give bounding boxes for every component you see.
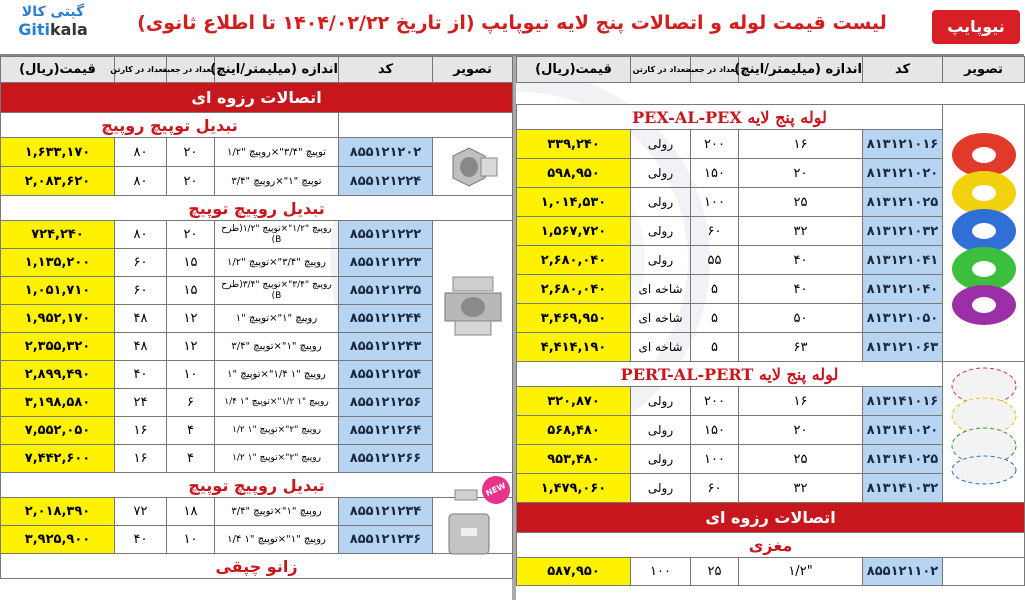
- item-carton: ۲۴: [115, 389, 167, 417]
- item-size: ۵۰: [739, 304, 863, 333]
- item-pack: ۲۰۰: [691, 130, 739, 159]
- item-pack: ۲۵: [691, 558, 739, 586]
- item-code: ۸۱۳۱۴۱۰۲۰: [863, 416, 943, 445]
- item-pack: ۵: [691, 275, 739, 304]
- item-price: ۱,۹۵۲,۱۷۰: [1, 305, 115, 333]
- item-code: ۸۵۵۱۲۱۲۳۴: [339, 498, 433, 526]
- item-unit: رولی: [631, 416, 691, 445]
- item-code: ۸۱۳۱۲۱۰۶۳: [863, 333, 943, 362]
- item-size: ۲۰: [739, 159, 863, 188]
- item-size: روپیچ "۱"×توپیچ "۱ ۱/۴: [215, 526, 339, 554]
- item-pack: ۱۲: [167, 305, 215, 333]
- left-header-row: [1, 57, 513, 83]
- item-price: ۱,۴۷۹,۰۶۰: [517, 474, 631, 503]
- item-pack: ۵: [691, 333, 739, 362]
- item-size: ۱۶: [739, 387, 863, 416]
- hex-fitting-icon: [443, 144, 503, 194]
- item-carton: ۶۰: [115, 277, 167, 305]
- pipe-image-cell: [943, 362, 1025, 503]
- fitting-image-cell: [433, 481, 513, 554]
- item-pack: ۱۵۰: [691, 416, 739, 445]
- logo-en-b: kala: [50, 20, 88, 39]
- item-code: ۸۵۵۱۲۱۲۲۲: [339, 221, 433, 249]
- item-price: ۷,۵۵۲,۰۵۰: [1, 417, 115, 445]
- item-price: ۲,۶۸۰,۰۴۰: [517, 275, 631, 304]
- item-size: روپیچ "۲"×توپیچ "۱ ۱/۲: [215, 445, 339, 473]
- col-price: قیمت(ریال): [517, 57, 631, 83]
- pipe-image-cell: [943, 105, 1025, 362]
- item-size: روپیچ "۱ ۱/۴"×توپیچ "۱: [215, 361, 339, 389]
- item-price: ۵۹۸,۹۵۰: [517, 159, 631, 188]
- item-code: ۸۵۵۱۲۱۲۳۶: [339, 526, 433, 554]
- item-carton: ۷۲: [115, 498, 167, 526]
- item-carton: ۱۰۰: [631, 558, 691, 586]
- item-code: ۸۱۳۱۴۱۰۳۲: [863, 474, 943, 503]
- item-size: ۳۲: [739, 217, 863, 246]
- item-code: ۸۵۵۱۲۱۲۶۶: [339, 445, 433, 473]
- section-header: [1, 83, 513, 113]
- new-badge: NEW: [477, 471, 514, 508]
- item-code: ۸۱۳۱۲۱۰۲۵: [863, 188, 943, 217]
- col-image: تصویر: [943, 57, 1025, 83]
- item-price: ۱,۰۱۴,۵۳۰: [517, 188, 631, 217]
- item-size: روپیچ "۱"×توپیچ "۳/۴: [215, 498, 339, 526]
- item-price: ۳,۱۹۸,۵۸۰: [1, 389, 115, 417]
- col-code: کد: [863, 57, 943, 83]
- item-code: ۸۵۵۱۲۱۲۰۲: [339, 138, 433, 167]
- item-pack: ۴: [167, 445, 215, 473]
- item-unit: شاخه ای: [631, 333, 691, 362]
- item-code: ۸۵۵۱۲۱۲۴۴: [339, 305, 433, 333]
- spacer-row: [517, 83, 1025, 105]
- col-code: کد: [339, 57, 433, 83]
- item-unit: رولی: [631, 246, 691, 275]
- item-price: ۲,۸۹۹,۴۹۰: [1, 361, 115, 389]
- table-row: [1, 221, 513, 249]
- item-size: ۱۶: [739, 130, 863, 159]
- col-price: قیمت(ریال): [1, 57, 115, 83]
- item-size: روپیچ "۳/۴"×توپیچ "۱/۲: [215, 249, 339, 277]
- right-panel: [516, 56, 1024, 586]
- item-size: ۲۵: [739, 188, 863, 217]
- item-size: روپیچ "۱ ۱/۲"×توپیچ "۱ ۱/۴: [215, 389, 339, 417]
- item-code: ۸۵۵۱۲۱۲۵۶: [339, 389, 433, 417]
- item-size: "۱/۲: [739, 558, 863, 586]
- logo-persian: گیتی کالا: [21, 4, 85, 20]
- left-panel: [0, 56, 512, 579]
- item-price: ۱,۵۶۷,۷۲۰: [517, 217, 631, 246]
- item-carton: ۱۶: [115, 445, 167, 473]
- left-table: [0, 56, 513, 579]
- group-title-row: [1, 554, 513, 579]
- group-title: لوله پنج لایه PERT-AL-PERT: [517, 362, 943, 387]
- item-size: ۴۰: [739, 275, 863, 304]
- item-pack: ۱۵: [167, 249, 215, 277]
- item-size: ۴۰: [739, 246, 863, 275]
- item-pack: ۱۰: [167, 526, 215, 554]
- item-size: ۲۵: [739, 445, 863, 474]
- item-code: ۸۱۳۱۲۱۰۳۲: [863, 217, 943, 246]
- item-size: روپیچ "۲"×توپیچ "۱ ۱/۲: [215, 417, 339, 445]
- item-code: ۸۵۵۱۲۱۲۲۳: [339, 249, 433, 277]
- group-title: زانو چپقی: [1, 554, 513, 579]
- item-price: ۵۶۸,۴۸۰: [517, 416, 631, 445]
- item-pack: ۱۰۰: [691, 188, 739, 217]
- item-code: ۸۵۵۱۲۱۲۴۳: [339, 333, 433, 361]
- item-price: ۱,۶۳۳,۱۷۰: [1, 138, 115, 167]
- item-price: ۲,۶۸۰,۰۴۰: [517, 246, 631, 275]
- item-size: ۳۲: [739, 474, 863, 503]
- item-code: ۸۵۵۱۲۱۲۶۴: [339, 417, 433, 445]
- item-size: ۲۰: [739, 416, 863, 445]
- item-pack: ۵: [691, 304, 739, 333]
- section-header: [517, 503, 1025, 533]
- logo-en-a: Giti: [18, 20, 51, 39]
- group-title-row: [1, 473, 513, 498]
- item-carton: ۶۰: [115, 249, 167, 277]
- item-unit: شاخه ای: [631, 275, 691, 304]
- right-header-row: [517, 57, 1025, 83]
- item-code: ۸۱۳۱۲۱۰۴۰: [863, 275, 943, 304]
- item-unit: رولی: [631, 217, 691, 246]
- item-price: ۳,۴۶۹,۹۵۰: [517, 304, 631, 333]
- item-price: ۳,۹۲۵,۹۰۰: [1, 526, 115, 554]
- item-price: ۲,۳۵۵,۳۲۰: [1, 333, 115, 361]
- item-unit: رولی: [631, 188, 691, 217]
- item-code: ۸۵۵۱۲۱۲۲۴: [339, 167, 433, 196]
- fitting-image-cell: [433, 138, 513, 196]
- col-size: اندازه (میلیمتر/اینچ): [215, 57, 339, 83]
- item-pack: ۶: [167, 389, 215, 417]
- item-price: ۲,۰۱۸,۳۹۰: [1, 498, 115, 526]
- page-header: [0, 0, 1024, 56]
- item-code: ۸۱۳۱۲۱۰۲۰: [863, 159, 943, 188]
- item-code: ۸۱۳۱۲۱۰۵۰: [863, 304, 943, 333]
- item-carton: ۸۰: [115, 167, 167, 196]
- item-price: ۷۲۴,۲۴۰: [1, 221, 115, 249]
- table-row: [517, 558, 1025, 586]
- section-title: اتصالات رزوه ای: [517, 503, 1025, 533]
- group-title-row: [1, 113, 513, 138]
- item-code: ۸۵۵۱۲۱۲۵۴: [339, 361, 433, 389]
- pex-pipe-rolls-icon: [948, 131, 1020, 327]
- item-size: توپیچ "۱"×روپیچ "۳/۴: [215, 167, 339, 196]
- item-pack: ۲۰: [167, 167, 215, 196]
- item-price: ۵۸۷,۹۵۰: [517, 558, 631, 586]
- pert-pipe-rolls-icon: [948, 366, 1020, 486]
- item-pack: ۴: [167, 417, 215, 445]
- item-price: ۱,۱۳۵,۲۰۰: [1, 249, 115, 277]
- item-pack: ۲۰۰: [691, 387, 739, 416]
- item-pack: ۱۰۰: [691, 445, 739, 474]
- item-unit: رولی: [631, 387, 691, 416]
- item-unit: رولی: [631, 130, 691, 159]
- item-unit: شاخه ای: [631, 304, 691, 333]
- item-unit: رولی: [631, 159, 691, 188]
- item-price: ۳۳۹,۲۴۰: [517, 130, 631, 159]
- item-pack: ۶۰: [691, 474, 739, 503]
- item-price: ۲,۰۸۳,۶۲۰: [1, 167, 115, 196]
- item-pack: ۱۵: [167, 277, 215, 305]
- item-carton: ۴۰: [115, 526, 167, 554]
- col-pack: تعداد در جعبه: [691, 57, 739, 83]
- item-unit: رولی: [631, 474, 691, 503]
- item-carton: ۸۰: [115, 138, 167, 167]
- col-carton: تعداد در کارتن: [631, 57, 691, 83]
- item-size: ۶۳: [739, 333, 863, 362]
- item-code: ۸۱۳۱۴۱۰۱۶: [863, 387, 943, 416]
- page-title: لیست قیمت لوله و اتصالات پنج لایه نیوپایپ (از تاریخ ۱۴۰۴/۰۲/۲۲ تا اطلاع ثانوی): [137, 12, 887, 34]
- item-price: ۳۲۰,۸۷۰: [517, 387, 631, 416]
- fitting-image-cell: [433, 221, 513, 473]
- item-unit: رولی: [631, 445, 691, 474]
- item-price: ۷,۴۴۲,۶۰۰: [1, 445, 115, 473]
- col-image: تصویر: [433, 57, 513, 83]
- table-row: [1, 498, 513, 526]
- item-pack: ۱۸: [167, 498, 215, 526]
- item-pack: ۲۰: [167, 221, 215, 249]
- item-carton: ۴۰: [115, 361, 167, 389]
- item-code: ۸۵۵۱۲۱۲۳۵: [339, 277, 433, 305]
- brand-badge: نیوپایپ: [932, 10, 1020, 44]
- item-size: روپیچ "۱"×توپیچ "۳/۴: [215, 333, 339, 361]
- fitting-image-cell: [943, 558, 1025, 586]
- col-size: اندازه (میلیمتر/اینچ): [739, 57, 863, 83]
- item-carton: ۴۸: [115, 305, 167, 333]
- col-carton: تعداد در کارتن: [115, 57, 167, 83]
- item-price: ۹۵۳,۴۸۰: [517, 445, 631, 474]
- gitikala-logo: [8, 4, 98, 50]
- section-title: اتصالات رزوه ای: [1, 83, 513, 113]
- logo-english: [8, 20, 98, 39]
- item-code: ۸۱۳۱۲۱۰۱۶: [863, 130, 943, 159]
- group-title: مغزی: [517, 533, 1025, 558]
- item-size: روپیچ "۱/۲"×توپیچ "۱/۲(طرح B): [215, 221, 339, 249]
- group-title: تبدیل روپیچ توپیچ: [1, 473, 513, 498]
- item-size: روپیچ "۱"×توپیچ "۱: [215, 305, 339, 333]
- item-pack: ۵۵: [691, 246, 739, 275]
- item-pack: ۱۲: [167, 333, 215, 361]
- item-pack: ۲۰: [167, 138, 215, 167]
- item-pack: ۱۰: [167, 361, 215, 389]
- item-carton: ۸۰: [115, 221, 167, 249]
- item-code: ۸۵۵۱۲۱۱۰۲: [863, 558, 943, 586]
- item-size: روپیچ "۳/۴"×توپیچ "۳/۴(طرح B): [215, 277, 339, 305]
- group-title-row: [1, 196, 513, 221]
- item-price: ۱,۰۵۱,۷۱۰: [1, 277, 115, 305]
- group-title: تبدیل توپیچ روپیچ: [1, 113, 339, 138]
- item-price: ۴,۴۱۴,۱۹۰: [517, 333, 631, 362]
- table-row: [1, 138, 513, 167]
- group-title: تبدیل روپیچ توپیچ: [1, 196, 513, 221]
- group-title-row: [517, 105, 1025, 130]
- right-table: [516, 56, 1025, 586]
- item-pack: ۱۵۰: [691, 159, 739, 188]
- group-title-row: [517, 533, 1025, 558]
- item-carton: ۱۶: [115, 417, 167, 445]
- group-title-row: [517, 362, 1025, 387]
- item-pack: ۶۰: [691, 217, 739, 246]
- item-code: ۸۱۳۱۲۱۰۴۱: [863, 246, 943, 275]
- item-carton: ۴۸: [115, 333, 167, 361]
- group-title: لوله پنج لایه PEX-AL-PEX: [517, 105, 943, 130]
- item-code: ۸۱۳۱۴۱۰۲۵: [863, 445, 943, 474]
- col-pack: تعداد در جعبه: [167, 57, 215, 83]
- hex-nipple-icon: [439, 271, 507, 341]
- item-size: توپیچ "۳/۴"×روپیچ "۱/۲: [215, 138, 339, 167]
